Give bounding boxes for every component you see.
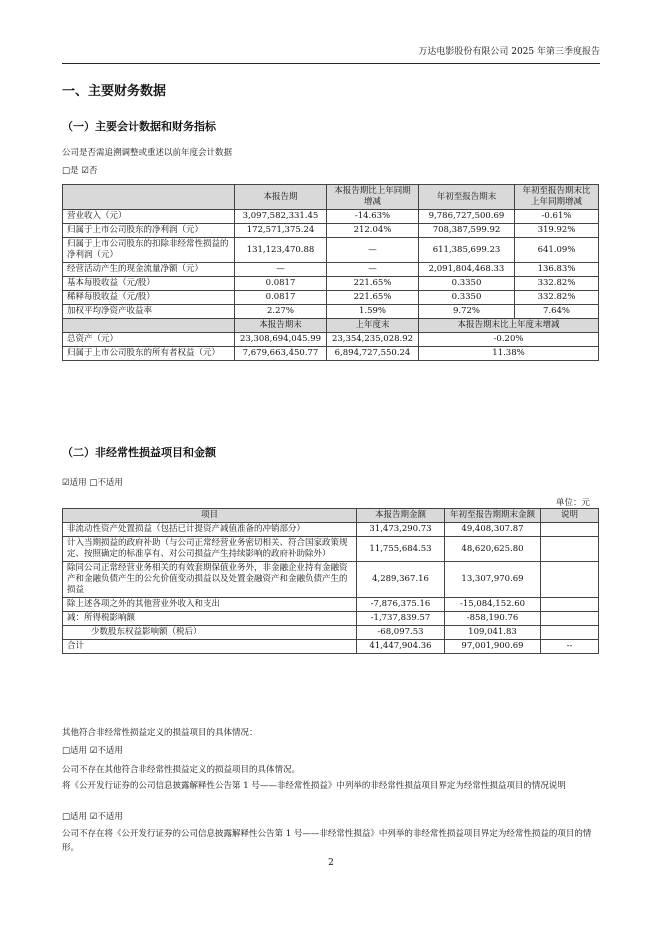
table-row [63, 347, 599, 361]
row-label: 除上述各项之外的其他营业外收入和支出 [63, 598, 357, 612]
column-header: 本报告期末 [235, 319, 327, 333]
table-row [63, 523, 599, 537]
column-header: 上年度末 [327, 319, 419, 333]
value-cell: 31,473,290.73 [357, 523, 445, 537]
table-header-row [63, 319, 599, 333]
table-row [63, 612, 599, 626]
value-cell: 611,385,699.23 [419, 238, 515, 263]
reclass-note: 公司不存在将《公开发行证券的公司信息披露解释性公告第 1 号——非经常性损益》中列举的非经常性损益项目界定为经常性损益的项目的情形。 [62, 829, 592, 853]
row-label: 加权平均净资产收益率 [63, 305, 235, 319]
value-cell: -14.63% [327, 210, 419, 224]
value-cell: -15,084,152.60 [445, 598, 541, 612]
value-cell: -0.61% [515, 210, 599, 224]
column-header: 本报告期金额 [357, 509, 445, 523]
value-cell [541, 562, 599, 598]
value-cell: 2,091,804,468.33 [419, 263, 515, 277]
value-cell: 641.09% [515, 238, 599, 263]
column-header: 本报告期比上年同期增减 [327, 185, 419, 210]
table-row [63, 598, 599, 612]
value-cell [541, 598, 599, 612]
table-header-row [63, 185, 599, 210]
value-cell: 7.64% [515, 305, 599, 319]
table-row [63, 333, 599, 347]
value-cell: 6,894,727,550.24 [327, 347, 419, 361]
value-cell: 109,041.83 [445, 626, 541, 640]
value-cell: 48,620,625.80 [445, 537, 541, 562]
retro-question: 公司是否需追溯调整或重述以前年度会计数据 [62, 148, 233, 158]
row-label: 归属于上市公司股东的所有者权益（元） [63, 347, 235, 361]
row-label: 少数股东权益影响额（税后） [63, 626, 357, 640]
value-cell: -858,190.76 [445, 612, 541, 626]
value-cell: -1,737,839.57 [357, 612, 445, 626]
column-header: 本报告期 [235, 185, 327, 210]
value-cell: — [235, 263, 327, 277]
value-cell: 136.83% [515, 263, 599, 277]
value-cell: 131,123,470.88 [235, 238, 327, 263]
other-items-checkbox: □适用 ☑不适用 [62, 746, 123, 756]
value-cell: 49,408,307.87 [445, 523, 541, 537]
value-cell: 0.0817 [235, 291, 327, 305]
table-row [63, 291, 599, 305]
value-cell: 0.3350 [419, 277, 515, 291]
subsection-title-financial-data: （一）主要会计数据和财务指标 [62, 120, 216, 133]
value-cell: 221.65% [327, 277, 419, 291]
value-cell: 0.0817 [235, 277, 327, 291]
column-header: 年初至报告期末比上年同期增减 [515, 185, 599, 210]
reclass-checkbox: □适用 ☑不适用 [62, 812, 123, 822]
table-row [63, 263, 599, 277]
value-cell: -0.20% [419, 333, 599, 347]
table-row [63, 305, 599, 319]
value-cell: 212.04% [327, 224, 419, 238]
reclass-title: 将《公开发行证券的公司信息披露解释性公告第 1 号——非经常性损益》中列举的非经常性损益项目界定为经常性损益项目的情况说明 [62, 781, 566, 791]
row-label: 合计 [63, 640, 357, 654]
financial-indicators-table [62, 184, 599, 361]
value-cell: 708,387,599.92 [419, 224, 515, 238]
nonrecurring-items-table [62, 508, 599, 654]
row-label: 总资产（元） [63, 333, 235, 347]
value-cell: 23,354,235,028.92 [327, 333, 419, 347]
value-cell: 332.82% [515, 291, 599, 305]
value-cell: 1.59% [327, 305, 419, 319]
table-header-row [63, 509, 599, 523]
value-cell: 11.38% [419, 347, 599, 361]
column-header [63, 319, 235, 333]
value-cell [541, 537, 599, 562]
other-items-question: 其他符合非经常性损益定义的损益项目的具体情况： [62, 728, 258, 738]
row-label: 除同公司正常经营业务相关的有效套期保值业务外，非金融企业持有金融资产和金融负债产生的公允价值变动损益以及处置金融资产和金融负债产生的损益 [63, 562, 357, 598]
row-label: 减：所得税影响额 [63, 612, 357, 626]
table-row [63, 224, 599, 238]
page-header: 万达电影股份有限公司 2025 年第三季度报告 [62, 44, 600, 64]
column-header: 说明 [541, 509, 599, 523]
table-row [63, 277, 599, 291]
value-cell: -7,876,375.16 [357, 598, 445, 612]
value-cell: -68,097.53 [357, 626, 445, 640]
column-header [63, 185, 235, 210]
retro-answer-checkbox: □是 ☑否 [62, 166, 98, 176]
row-label: 经营活动产生的现金流量净额（元） [63, 263, 235, 277]
row-label: 基本每股收益（元/股） [63, 277, 235, 291]
row-label: 营业收入（元） [63, 210, 235, 224]
column-header: 本报告期末比上年度末增减 [419, 319, 599, 333]
column-header: 年初至报告期期末金额 [445, 509, 541, 523]
page-number: 2 [328, 858, 334, 868]
unit-label: 单位：元 [555, 498, 590, 508]
table-row [63, 238, 599, 263]
table-row [63, 626, 599, 640]
other-items-note: 公司不存在其他符合非经常性损益定义的损益项目的具体情况。 [62, 765, 301, 775]
row-label: 归属于上市公司股东的扣除非经常性损益的净利润（元） [63, 238, 235, 263]
value-cell: 4,289,367.16 [357, 562, 445, 598]
value-cell: 9,786,727,500.69 [419, 210, 515, 224]
row-label: 稀释每股收益（元/股） [63, 291, 235, 305]
value-cell: — [327, 263, 419, 277]
value-cell: 0.3350 [419, 291, 515, 305]
value-cell [541, 626, 599, 640]
value-cell: 97,001,900.69 [445, 640, 541, 654]
applicable-checkbox: ☑适用 □不适用 [62, 478, 123, 488]
value-cell [541, 612, 599, 626]
value-cell: 172,571,375.24 [235, 224, 327, 238]
row-label: 归属于上市公司股东的净利润（元） [63, 224, 235, 238]
value-cell: -- [541, 640, 599, 654]
value-cell: 319.92% [515, 224, 599, 238]
value-cell: 13,307,970.69 [445, 562, 541, 598]
value-cell: 23,308,694,045.99 [235, 333, 327, 347]
value-cell: 41,447,904.36 [357, 640, 445, 654]
subsection-title-nonrecurring: （二）非经常性损益项目和金额 [62, 446, 216, 459]
value-cell: 332.82% [515, 277, 599, 291]
value-cell: 2.27% [235, 305, 327, 319]
value-cell: 7,679,663,450.77 [235, 347, 327, 361]
table-row [63, 640, 599, 654]
value-cell: 11,755,684.53 [357, 537, 445, 562]
row-label: 非流动性资产处置损益（包括已计提资产减值准备的冲销部分） [63, 523, 357, 537]
column-header: 年初至报告期末 [419, 185, 515, 210]
value-cell: 221.65% [327, 291, 419, 305]
value-cell: 9.72% [419, 305, 515, 319]
value-cell: 3,097,582,331.45 [235, 210, 327, 224]
table-row [63, 537, 599, 562]
value-cell [541, 523, 599, 537]
column-header: 项目 [63, 509, 357, 523]
table-row [63, 210, 599, 224]
row-label: 计入当期损益的政府补助（与公司正常经营业务密切相关、符合国家政策规定、按照确定的标准享有、对公司损益产生持续影响的政府补助除外） [63, 537, 357, 562]
table-row [63, 562, 599, 598]
section-title: 一、主要财务数据 [62, 84, 167, 99]
value-cell: — [327, 238, 419, 263]
